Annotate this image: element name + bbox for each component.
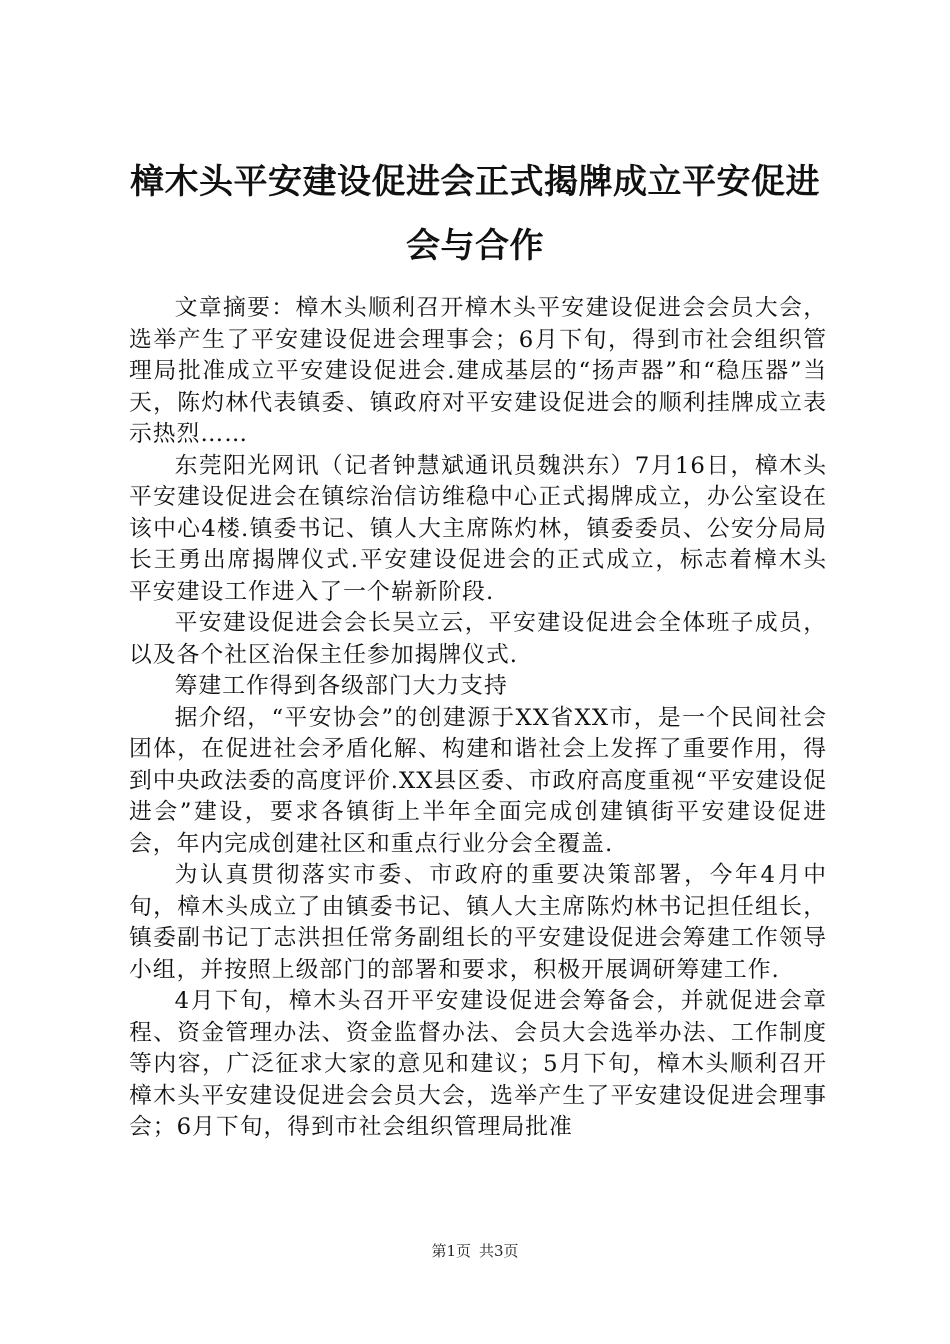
paragraph-abstract: 文章摘要：樟木头顺利召开樟木头平安建设促进会会员大会，选举产生了平安建设促进会理事会；6月下旬，得到市社会组织管理局批准成立平安建设促进会.建成基层的“扬声器”和“稳压器”当天，陈灼林代表镇委、镇政府对平安建设促进会的顺利挂牌成立表示热烈……: [129, 295, 827, 447]
document-body: [129, 293, 827, 1144]
page-total: 共3页: [479, 1242, 519, 1260]
paragraph-attendees: 平安建设促进会会长吴立云，平安建设促进会全体班子成员，以及各个社区治保主任参加揭牌仪式.: [129, 610, 827, 668]
page-footer: [0, 1241, 950, 1261]
page-number: 第1页: [431, 1242, 471, 1260]
paragraph-timeline: 4月下旬，樟木头召开平安建设促进会筹备会，并就促进会章程、资金管理办法、资金监督办法、会员大会选举办法、工作制度等内容，广泛征求大家的意见和建议；5月下旬，樟木头顺利召开樟木头平安建设促进会会员大会，选举产生了平安建设促进会理事会；6月下旬，得到市社会组织管理局批准: [129, 988, 827, 1140]
paragraph-leadership-group: 为认真贯彻落实市委、市政府的重要决策部署，今年4月中旬，樟木头成立了由镇委书记、镇人大主席陈灼林书记担任组长，镇委副书记丁志洪担任常务副组长的平安建设促进会筹建工作领导小组，并按照上级部门的部署和要求，积极开展调研筹建工作.: [129, 862, 827, 983]
document-title: 樟木头平安建设促进会正式揭牌成立平安促进会与合作: [130, 162, 820, 266]
section-heading-support: 筹建工作得到各级部门大力支持: [174, 673, 508, 699]
paragraph-news-lead: 东莞阳光网讯（记者钟慧斌通讯员魏洪东）7月16日，樟木头平安建设促进会在镇综治信访维稳中心正式揭牌成立，办公室设在该中心4楼.镇委书记、镇人大主席陈灼林，镇委委员、公安分局局长王勇出席揭牌仪式.平安建设促进会的正式成立，标志着樟木头平安建设工作进入了一个崭新阶段.: [129, 452, 827, 605]
paragraph-background: 据介绍，“平安协会”的创建源于XX省XX市，是一个民间社会团体，在促进社会矛盾化解、构建和谐社会上发挥了重要作用，得到中央政法委的高度评价.XX县区委、市政府高度重视“平安建设促进会”建设，要求各镇街上半年全面完成创建镇街平安建设促进会，年内完成创建社区和重点行业分会全覆盖.: [129, 704, 827, 857]
